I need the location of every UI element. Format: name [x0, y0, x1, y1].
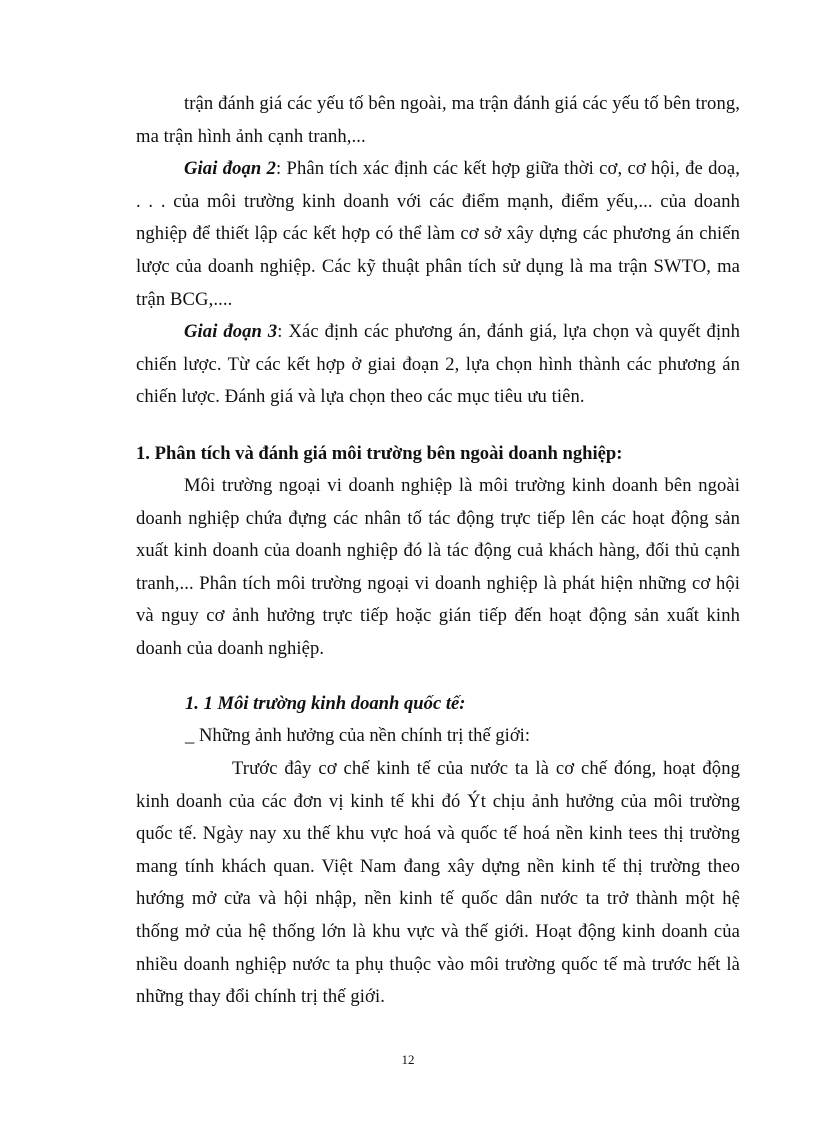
stage-3-text: : Xác định các phương án, đánh giá, lựa chọn và quyết định chiến lược. Từ các kết hợp ở giai đoạn 2, lựa chọn hình thành các phương án chiến lược. Đánh giá và lựa chọn theo các mục tiêu ưu tiên.	[136, 321, 740, 408]
stage-2-label: Giai đoạn 2	[184, 158, 277, 180]
stage-2-text: : Phân tích xác định các kết hợp giữa thời cơ, cơ hội, đe doạ, . . . của môi trường kinh doanh với các điểm mạnh, điểm yếu,... của doanh nghiệp để thiết lập các kết hợp có thể làm cơ sở xây dựng các phương án chiến lược của doanh nghiệp. Các kỹ thuật phân tích sử dụng là ma trận SWTO, ma trận BCG,....	[136, 158, 740, 310]
intro-block	[136, 88, 740, 414]
intro-paragraph: trận đánh giá các yếu tố bên ngoài, ma trận đánh giá các yếu tố bên trong, ma trận hình ảnh cạnh tranh,...	[136, 93, 740, 147]
section-1-1-heading: 1. 1 Môi trường kinh doanh quốc tế:	[185, 693, 466, 714]
stage-3-label: Giai đoạn 3	[184, 321, 278, 343]
section-1-heading: 1. Phân tích và đánh giá môi trường bên ngoài doanh nghiệp:	[136, 443, 623, 464]
section-1-1-paragraph: Trước đây cơ chế kinh tế của nước ta là cơ chế đóng, hoạt động kinh doanh của các đơn vị kinh tế khi đó Ýt chịu ảnh hưởng của môi trường quốc tế. Ngày nay xu thế khu vực hoá và quốc tế hoá nền kinh tees thị trường mang tính khách quan. Việt Nam đang xây dựng nền kinh tế thị trường theo hướng mở cửa và hội nhập, nền kinh tế quốc dân nước ta trở thành một hệ thống mở của hệ thống lớn là khu vực và thế giới. Hoạt động kinh doanh của nhiều doanh nghiệp nước ta phụ thuộc vào môi trường quốc tế mà trước hết là những thay đổi chính trị thế giới.	[136, 758, 740, 1008]
section-1-1-bullet: _ Những ảnh hưởng của nền chính trị thế giới:	[185, 725, 531, 746]
section-1-1-block	[136, 753, 740, 1014]
section-1-paragraph: Môi trường ngoại vi doanh nghiệp là môi trường kinh doanh bên ngoài doanh nghiệp chứa đựng các nhân tố tác động trực tiếp lên các hoạt động sản xuất kinh doanh của doanh nghiệp đó là tác động cuả khách hàng, đối thủ cạnh tranh,... Phân tích môi trường ngoại vi doanh nghiệp là phát hiện những cơ hội và nguy cơ ảnh hưởng trực tiếp hoặc gián tiếp đến hoạt động sản xuất kinh doanh của doanh nghiệp.	[136, 475, 740, 659]
section-1-block	[136, 470, 740, 666]
stage-3-paragraph	[136, 316, 740, 414]
page-number: 12	[401, 1052, 415, 1067]
stage-2-paragraph	[136, 153, 740, 316]
